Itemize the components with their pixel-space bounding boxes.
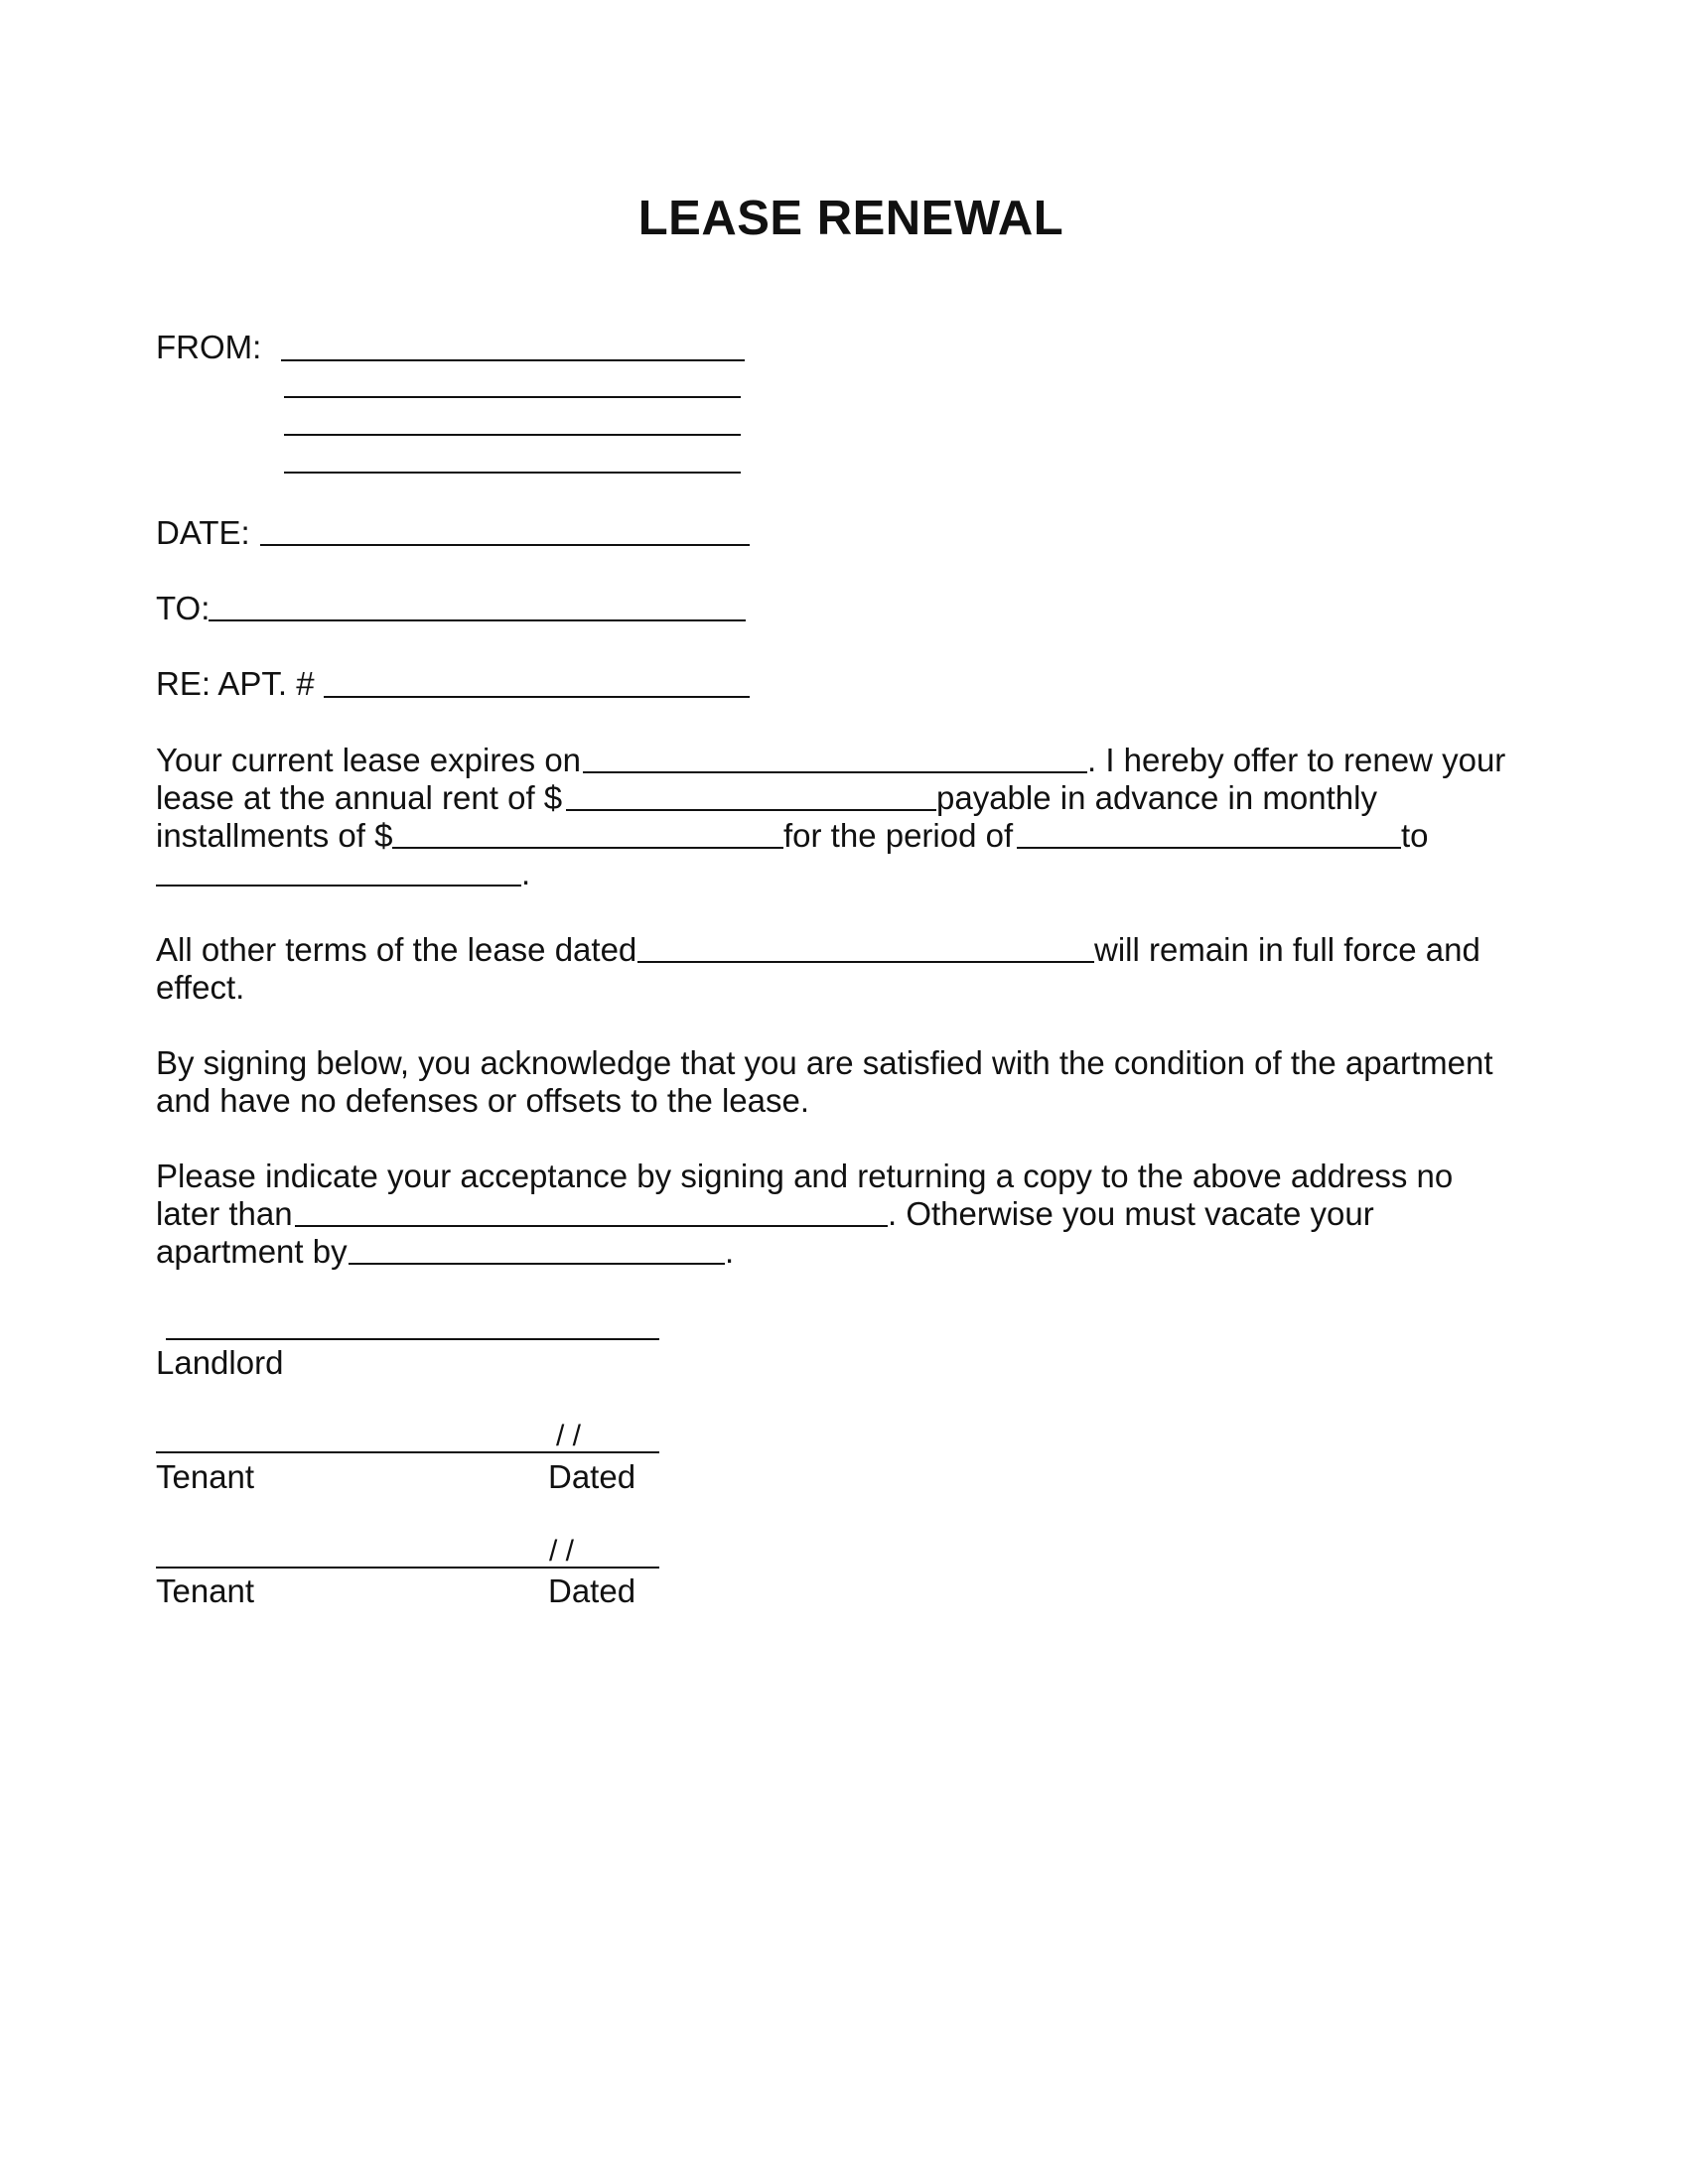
p4-line2-text-b: . Otherwise you must vacate your [888, 1195, 1374, 1232]
tenant1-signature-line[interactable] [156, 1451, 659, 1453]
landlord-label: Landlord [156, 1344, 284, 1381]
from-label: FROM: [156, 329, 262, 365]
from-line-2[interactable] [284, 396, 741, 398]
annual-rent-line[interactable] [566, 809, 936, 811]
period-start-line[interactable] [1017, 847, 1401, 849]
p4-line1-text: Please indicate your acceptance by signing and returning a copy to the above address no [156, 1158, 1454, 1194]
p1-line1-text-a: Your current lease expires on [156, 742, 582, 778]
tenant1-label: Tenant [156, 1458, 255, 1495]
p1-line1-text-b: . I hereby offer to renew your [1087, 742, 1506, 778]
p4-line2-text-a: later than [156, 1195, 293, 1232]
tenant2-signature-line[interactable] [156, 1567, 659, 1569]
acceptance-deadline-line[interactable] [295, 1225, 888, 1227]
vacate-date-line[interactable] [349, 1263, 725, 1265]
monthly-installment-line[interactable] [392, 847, 783, 849]
date-line[interactable] [260, 544, 750, 546]
re-apt-label: RE: APT. # [156, 665, 315, 702]
tenant2-label: Tenant [156, 1572, 255, 1609]
p1-line3-text-a: installments of $ [156, 817, 393, 854]
apt-number-line[interactable] [324, 696, 750, 698]
p1-line4-period: . [521, 855, 531, 891]
landlord-signature-line[interactable] [166, 1338, 659, 1340]
tenant1-dated-label: Dated [548, 1458, 636, 1495]
p2-line1-text-b: will remain in full force and [1094, 931, 1480, 968]
date-label: DATE: [156, 514, 250, 551]
p1-line2-text-a: lease at the annual rent of $ [156, 779, 563, 816]
tenant2-date-slashes: / / [549, 1535, 575, 1568]
to-line[interactable] [209, 619, 746, 621]
from-line-1[interactable] [281, 359, 745, 361]
to-label: TO: [156, 590, 211, 626]
period-end-line[interactable] [156, 885, 521, 887]
p1-line2-text-b: payable in advance in monthly [936, 779, 1377, 816]
p4-line3-text-a: apartment by [156, 1233, 348, 1270]
p1-line3-text-c: to [1401, 817, 1429, 854]
document-title-text: LEASE RENEWAL [637, 192, 1064, 245]
from-line-4[interactable] [284, 472, 741, 474]
lease-expiry-date-line[interactable] [583, 771, 1087, 773]
tenant2-dated-label: Dated [548, 1572, 636, 1609]
document-title [0, 192, 1688, 245]
from-line-3[interactable] [284, 434, 741, 436]
lease-dated-line[interactable] [637, 961, 1094, 963]
p2-line2-text: effect. [156, 969, 245, 1006]
p4-line3-text-b: . [725, 1233, 735, 1270]
tenant1-date-slashes: / / [556, 1420, 582, 1452]
p3-line2-text: and have no defenses or offsets to the lease. [156, 1082, 810, 1119]
p2-line1-text-a: All other terms of the lease dated [156, 931, 637, 968]
p3-line1-text: By signing below, you acknowledge that you are satisfied with the condition of the apartment [156, 1044, 1493, 1081]
p1-line3-text-b: for the period of [783, 817, 1014, 854]
